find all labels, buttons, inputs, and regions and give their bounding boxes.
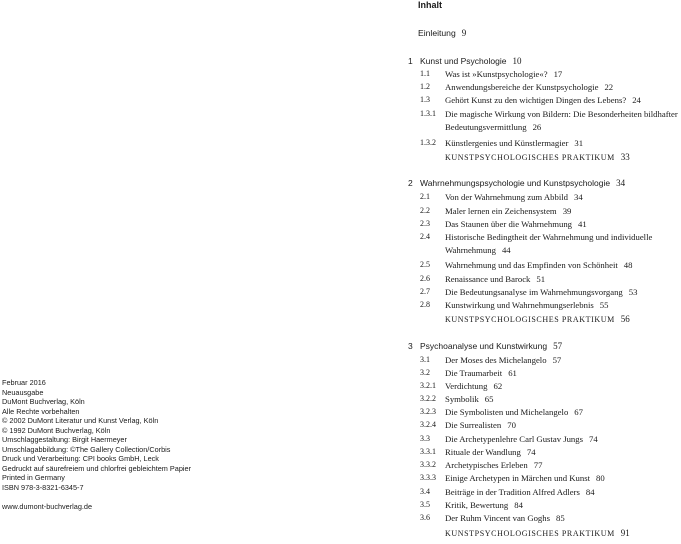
entry-number: 2.1: [420, 192, 430, 201]
toc-entry: [408, 68, 678, 81]
publisher-url: www.dumont-buchverlag.de: [2, 502, 93, 511]
entry-title: Historische Bedingtheit der Wahrnehmung und individuelle Wahrnehmung: [445, 232, 653, 255]
entry-page: 80: [596, 473, 605, 483]
entry-title: Kunstwirkung und Wahrnehmungserlebnis: [445, 300, 594, 310]
entry-title: Die Traumarbeit: [445, 368, 503, 378]
entry-title: Künstlergenies und Künstlermagier: [445, 138, 569, 148]
imprint-line: ISBN 978-3-8321-6345-7: [2, 482, 84, 492]
toc-entry: [408, 231, 678, 256]
imprint-line: © 1992 DuMont Buchverlag, Köln: [2, 425, 111, 435]
toc-entry: [408, 499, 678, 512]
entry-page: 84: [585, 487, 595, 497]
entry-title: Von der Wahrnehmung zum Abbild: [445, 192, 569, 202]
chapter-heading: [408, 178, 625, 188]
intro-title: Einleitung: [418, 28, 456, 38]
entry-page: 61: [508, 368, 517, 378]
entry-page: 39: [562, 206, 572, 216]
entry-title: Gehört Kunst zu den wichtigen Dingen des Lebens?: [445, 95, 627, 105]
entry-title: Wahrnehmung und das Empfinden von Schönheit: [445, 260, 618, 270]
toc-entry: [408, 367, 678, 380]
toc-entry: [408, 299, 678, 312]
entry-number: 2.3: [420, 219, 430, 228]
toc-entry: [408, 191, 678, 204]
chapter-number: 2: [408, 178, 413, 188]
entry-title: Die Symbolisten und Michelangelo: [445, 407, 569, 417]
toc-entry: [408, 419, 678, 432]
entry-number: 2.7: [420, 287, 430, 296]
entry-title: Rituale der Wandlung: [445, 447, 521, 457]
toc-entry: [408, 472, 678, 485]
chapter-heading: [408, 56, 521, 66]
entry-title: Beiträge in der Tradition Alfred Adlers: [445, 487, 580, 497]
entry-page: 22: [604, 82, 614, 92]
entry-number: 1.3.2: [420, 138, 436, 147]
toc-heading: Inhalt: [418, 0, 442, 10]
praktikum-label: KUNSTPSYCHOLOGISCHES PRAKTIKUM: [445, 153, 615, 162]
entry-page: 34: [574, 192, 583, 202]
entry-number: 3.2.4: [420, 420, 436, 429]
toc-entry: [408, 259, 678, 272]
toc-entry: [408, 486, 678, 499]
imprint-line: Umschlaggestaltung: Birgit Haermeyer: [2, 435, 127, 444]
imprint-line: Neuausgabe: [2, 387, 44, 397]
entry-title: Verdichtung: [445, 381, 488, 391]
entry-page: 17: [553, 69, 563, 79]
imprint-line: Druck und Verarbeitung: CPI books GmbH, Leck: [2, 454, 159, 463]
entry-title: Renaissance und Barock: [445, 274, 531, 284]
imprint-line: DuMont Buchverlag, Köln: [2, 397, 85, 406]
toc-entry: [408, 108, 678, 133]
entry-title: Die Surrealisten: [445, 420, 502, 430]
entry-page: 26: [532, 121, 542, 132]
toc-entry: [408, 273, 678, 286]
entry-title: Das Staunen über die Wahrnehmung: [445, 219, 573, 229]
entry-page: 84: [514, 500, 523, 510]
praktikum-label: KUNSTPSYCHOLOGISCHES PRAKTIKUM: [445, 315, 615, 324]
entry-page: 62: [493, 381, 503, 391]
chapter-page: 10: [512, 56, 522, 66]
entry-title: Die Archetypenlehre Carl Gustav Jungs: [445, 434, 583, 444]
entry-number: 2.8: [420, 300, 430, 309]
entry-number: 1.2: [420, 82, 430, 91]
intro-page: 9: [461, 28, 467, 38]
entry-title: Was ist »Kunstpsychologie«?: [445, 69, 548, 79]
entry-number: 3.4: [420, 487, 430, 496]
entry-number: 1.3.1: [420, 109, 436, 118]
entry-number: 3.2.1: [420, 381, 436, 390]
toc-entry: [408, 137, 678, 150]
praktikum-entry: [445, 314, 630, 324]
praktikum-page: 91: [620, 528, 630, 538]
imprint-line: Februar 2016: [2, 378, 46, 387]
entry-page: 57: [552, 355, 562, 365]
toc-entry: [408, 380, 678, 393]
entry-number: 2.2: [420, 206, 430, 215]
entry-page: 44: [501, 244, 511, 255]
entry-number: 3.2.2: [420, 394, 436, 403]
imprint-line: Printed in Germany: [2, 473, 65, 482]
entry-title: Anwendungsbereiche der Kunstpsychologie: [445, 82, 599, 92]
entry-number: 2.6: [420, 274, 430, 283]
entry-page: 53: [628, 287, 638, 297]
entry-number: 1.1: [420, 69, 430, 78]
entry-page: 48: [623, 260, 633, 270]
toc-entry: [408, 286, 678, 299]
chapter-page: 34: [616, 178, 626, 188]
toc-entry: [408, 218, 678, 231]
imprint-block: [2, 378, 212, 512]
chapter-number: 3: [408, 341, 413, 351]
entry-number: 3.5: [420, 500, 430, 509]
toc-entry: [408, 406, 678, 419]
entry-title: Die magische Wirkung von Bildern: Die Besonderheiten bildhafter Bedeutungsvermittlung: [445, 109, 678, 132]
entry-title: Maler lernen ein Zeichensystem: [445, 206, 557, 216]
entry-page: 24: [632, 95, 641, 105]
toc-entry: [408, 354, 678, 367]
praktikum-page: 33: [620, 152, 630, 162]
entry-title: Der Moses des Michelangelo: [445, 355, 547, 365]
entry-title: Symbolik: [445, 394, 479, 404]
imprint-line: Umschlagabbildung: ©The Gallery Collection/Corbis: [2, 444, 171, 454]
chapter-title: Wahrnehmungspsychologie und Kunstpsychologie: [420, 178, 611, 188]
toc-entry: [408, 446, 678, 459]
imprint-line: © 2002 DuMont Literatur und Kunst Verlag, Köln: [2, 416, 159, 425]
imprint-line: Gedruckt auf säurefreiem und chlorfrei gebleichtem Papier: [2, 463, 192, 473]
praktikum-entry: [445, 152, 630, 162]
toc-entry: [408, 94, 678, 107]
entry-page: 41: [578, 219, 587, 229]
entry-number: 3.3.3: [420, 473, 436, 482]
chapter-page: 57: [553, 341, 563, 351]
entry-number: 3.6: [420, 513, 430, 522]
entry-page: 74: [589, 434, 598, 444]
imprint-line: Alle Rechte vorbehalten: [2, 406, 80, 416]
praktikum-page: 56: [620, 314, 630, 324]
entry-number: 2.4: [420, 232, 430, 241]
entry-title: Einige Archetypen in Märchen und Kunst: [445, 473, 590, 483]
entry-number: 3.1: [420, 355, 430, 364]
entry-number: 3.3.2: [420, 460, 436, 469]
toc-entry: [408, 393, 678, 406]
praktikum-entry: [445, 528, 630, 538]
toc-entry: [408, 512, 678, 525]
chapter-title: Kunst und Psychologie: [420, 56, 507, 66]
chapter-title: Psychoanalyse und Kunstwirkung: [420, 341, 548, 351]
toc-intro: [418, 28, 466, 38]
entry-title: Die Bedeutungsanalyse im Wahrnehmungsvorgang: [445, 287, 623, 297]
entry-title: Der Ruhm Vincent van Goghs: [445, 513, 550, 523]
praktikum-label: KUNSTPSYCHOLOGISCHES PRAKTIKUM: [445, 529, 615, 538]
entry-page: 77: [533, 460, 543, 470]
entry-number: 3.2.3: [420, 407, 436, 416]
entry-page: 67: [574, 407, 583, 417]
entry-page: 74: [526, 447, 536, 457]
entry-title: Archetypisches Erleben: [445, 460, 528, 470]
entry-number: 1.3: [420, 95, 430, 104]
entry-number: 3.3.1: [420, 447, 436, 456]
chapter-heading: [408, 341, 562, 351]
toc-entry: [408, 459, 678, 472]
entry-page: 85: [556, 513, 565, 523]
entry-page: 31: [574, 138, 584, 148]
entry-page: 65: [484, 394, 494, 404]
entry-page: 70: [507, 420, 516, 430]
entry-number: 2.5: [420, 260, 430, 269]
entry-number: 3.3: [420, 434, 430, 443]
chapter-number: 1: [408, 56, 413, 66]
entry-title: Kritik, Bewertung: [445, 500, 509, 510]
entry-number: 3.2: [420, 368, 430, 377]
toc-entry: [408, 81, 678, 94]
toc-entry: [408, 205, 678, 218]
entry-page: 51: [536, 274, 546, 284]
toc-entry: [408, 433, 678, 446]
entry-page: 55: [599, 300, 609, 310]
